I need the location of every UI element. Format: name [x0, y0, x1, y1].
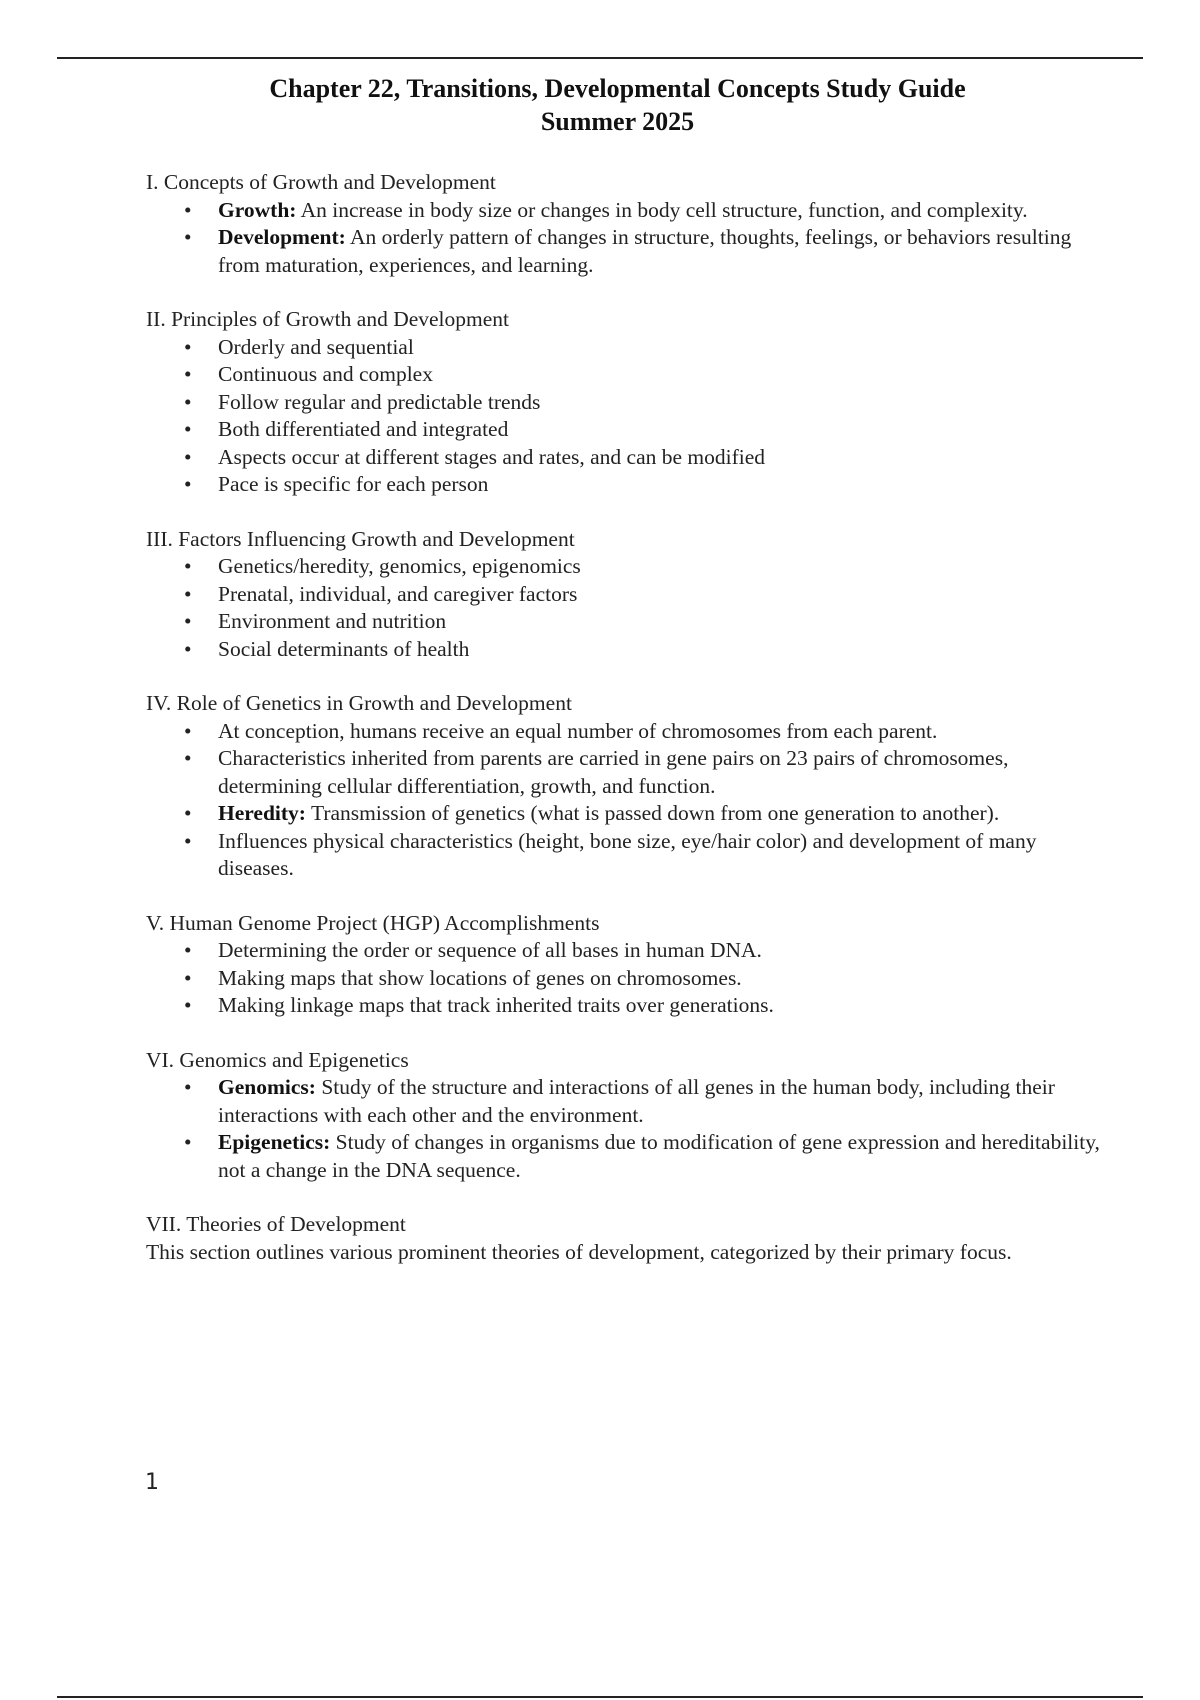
bullet-icon: •: [184, 828, 192, 853]
section-heading: VI. Genomics and Epigenetics: [146, 1047, 409, 1072]
section: [146, 910, 1106, 1020]
item-text: Characteristics inherited from parents are carried in gene pairs on 23 pairs of chromosomes, determining cellular differentiation, growth, and function.: [218, 746, 1009, 798]
item-text: Both differentiated and integrated: [218, 417, 509, 441]
list-item: [146, 718, 1106, 746]
list-item: [146, 992, 1106, 1020]
item-term: Epigenetics:: [218, 1130, 331, 1154]
top-rule: [57, 57, 1143, 59]
page-number: 1: [145, 1470, 159, 1495]
bullet-icon: •: [184, 965, 192, 990]
item-text: Pace is specific for each person: [218, 472, 489, 496]
list-item: [146, 553, 1106, 581]
list-item: [146, 416, 1106, 444]
bullet-icon: •: [184, 389, 192, 414]
title-line-2: Summer 2025: [540, 107, 695, 136]
item-text: Making linkage maps that track inherited traits over generations.: [218, 993, 774, 1017]
section: [146, 690, 1106, 883]
section-intro: This section outlines various prominent theories of development, categorized by their primary focus.: [146, 1239, 1012, 1264]
list-item: [146, 444, 1106, 472]
section: [146, 1047, 1106, 1185]
item-text: Transmission of genetics (what is passed down from one generation to another).: [305, 801, 1000, 825]
item-text: Making maps that show locations of genes on chromosomes.: [218, 965, 742, 990]
bullet-list: [146, 197, 1106, 280]
list-item: [146, 608, 1106, 636]
bullet-icon: •: [184, 801, 192, 825]
item-term: Heredity:: [218, 801, 306, 825]
bottom-rule: [57, 1696, 1143, 1698]
section: [146, 526, 1106, 664]
list-item: [146, 800, 1106, 828]
list-item: [146, 1074, 1106, 1129]
item-text: Orderly and sequential: [218, 334, 414, 359]
bullet-icon: •: [184, 197, 192, 222]
section-heading: II. Principles of Growth and Development: [146, 307, 510, 331]
section-heading: VII. Theories of Development: [146, 1212, 406, 1236]
bullet-icon: •: [184, 1130, 192, 1154]
list-item: [146, 745, 1106, 800]
title-line-1: Chapter 22, Transitions, Developmental Concepts Study Guide: [269, 74, 966, 103]
bullet-icon: •: [184, 417, 192, 441]
bullet-icon: •: [184, 472, 192, 496]
bullet-list: [146, 1074, 1106, 1184]
list-item: [146, 334, 1106, 362]
bullet-list: [146, 334, 1106, 499]
bullet-icon: •: [184, 718, 192, 743]
item-text: Prenatal, individual, and caregiver factors: [218, 581, 578, 606]
list-item: [146, 224, 1106, 279]
section: [146, 169, 1106, 279]
section: [146, 306, 1106, 499]
bullet-icon: •: [184, 938, 192, 962]
bullet-list: [146, 718, 1106, 883]
list-item: [146, 361, 1106, 389]
item-text: Study of the structure and interactions of all genes in the human body, including their interactions with each other and the environment.: [218, 1075, 1055, 1127]
list-item: [146, 581, 1106, 609]
list-item: [146, 471, 1106, 499]
section-heading: V. Human Genome Project (HGP) Accomplishments: [146, 910, 600, 935]
item-text: Follow regular and predictable trends: [218, 389, 541, 414]
section-heading: I. Concepts of Growth and Development: [146, 170, 496, 194]
item-text: An increase in body size or changes in body cell structure, function, and complexity.: [296, 197, 1028, 222]
item-text: Environment and nutrition: [218, 609, 447, 633]
item-term: Development:: [218, 225, 346, 249]
item-term: Genomics:: [218, 1075, 316, 1099]
section-heading: III. Factors Influencing Growth and Development: [146, 526, 575, 551]
list-item: [146, 1129, 1106, 1184]
item-text: Genetics/heredity, genomics, epigenomics: [218, 554, 581, 578]
item-text: Aspects occur at different stages and rates, and can be modified: [218, 444, 766, 469]
bullet-list: [146, 553, 1106, 663]
item-text: Social determinants of health: [218, 636, 470, 661]
bullet-list: [146, 937, 1106, 1020]
list-item: [146, 965, 1106, 993]
bullet-icon: •: [184, 1075, 192, 1099]
bullet-icon: •: [184, 362, 192, 386]
list-item: [146, 828, 1106, 883]
document-body: [146, 169, 1106, 1266]
bullet-icon: •: [184, 334, 192, 359]
item-text: At conception, humans receive an equal number of chromosomes from each parent.: [218, 718, 938, 743]
list-item: [146, 937, 1106, 965]
bullet-icon: •: [184, 993, 192, 1017]
bullet-icon: •: [184, 581, 192, 606]
item-text: Study of changes in organisms due to modification of gene expression and hereditability, not a change in the DNA sequence.: [218, 1130, 1100, 1182]
item-text: Influences physical characteristics (height, bone size, eye/hair color) and development of many diseases.: [218, 828, 1037, 880]
list-item: [146, 197, 1106, 225]
list-item: [146, 636, 1106, 664]
section-heading: IV. Role of Genetics in Growth and Development: [146, 691, 572, 715]
bullet-icon: •: [184, 609, 192, 633]
list-item: [146, 389, 1106, 417]
item-term: Growth:: [218, 197, 297, 222]
bullet-icon: •: [184, 554, 192, 578]
bullet-icon: •: [184, 746, 192, 770]
item-text: Continuous and complex: [218, 362, 433, 386]
item-text: An orderly pattern of changes in structure, thoughts, feelings, or behaviors resulting from maturation, experiences, and learning.: [218, 225, 1072, 277]
item-text: Determining the order or sequence of all bases in human DNA.: [218, 938, 762, 962]
document-title: [0, 72, 1200, 138]
section: [146, 1211, 1106, 1266]
bullet-icon: •: [184, 444, 192, 469]
bullet-icon: •: [184, 225, 192, 249]
bullet-icon: •: [184, 636, 192, 661]
